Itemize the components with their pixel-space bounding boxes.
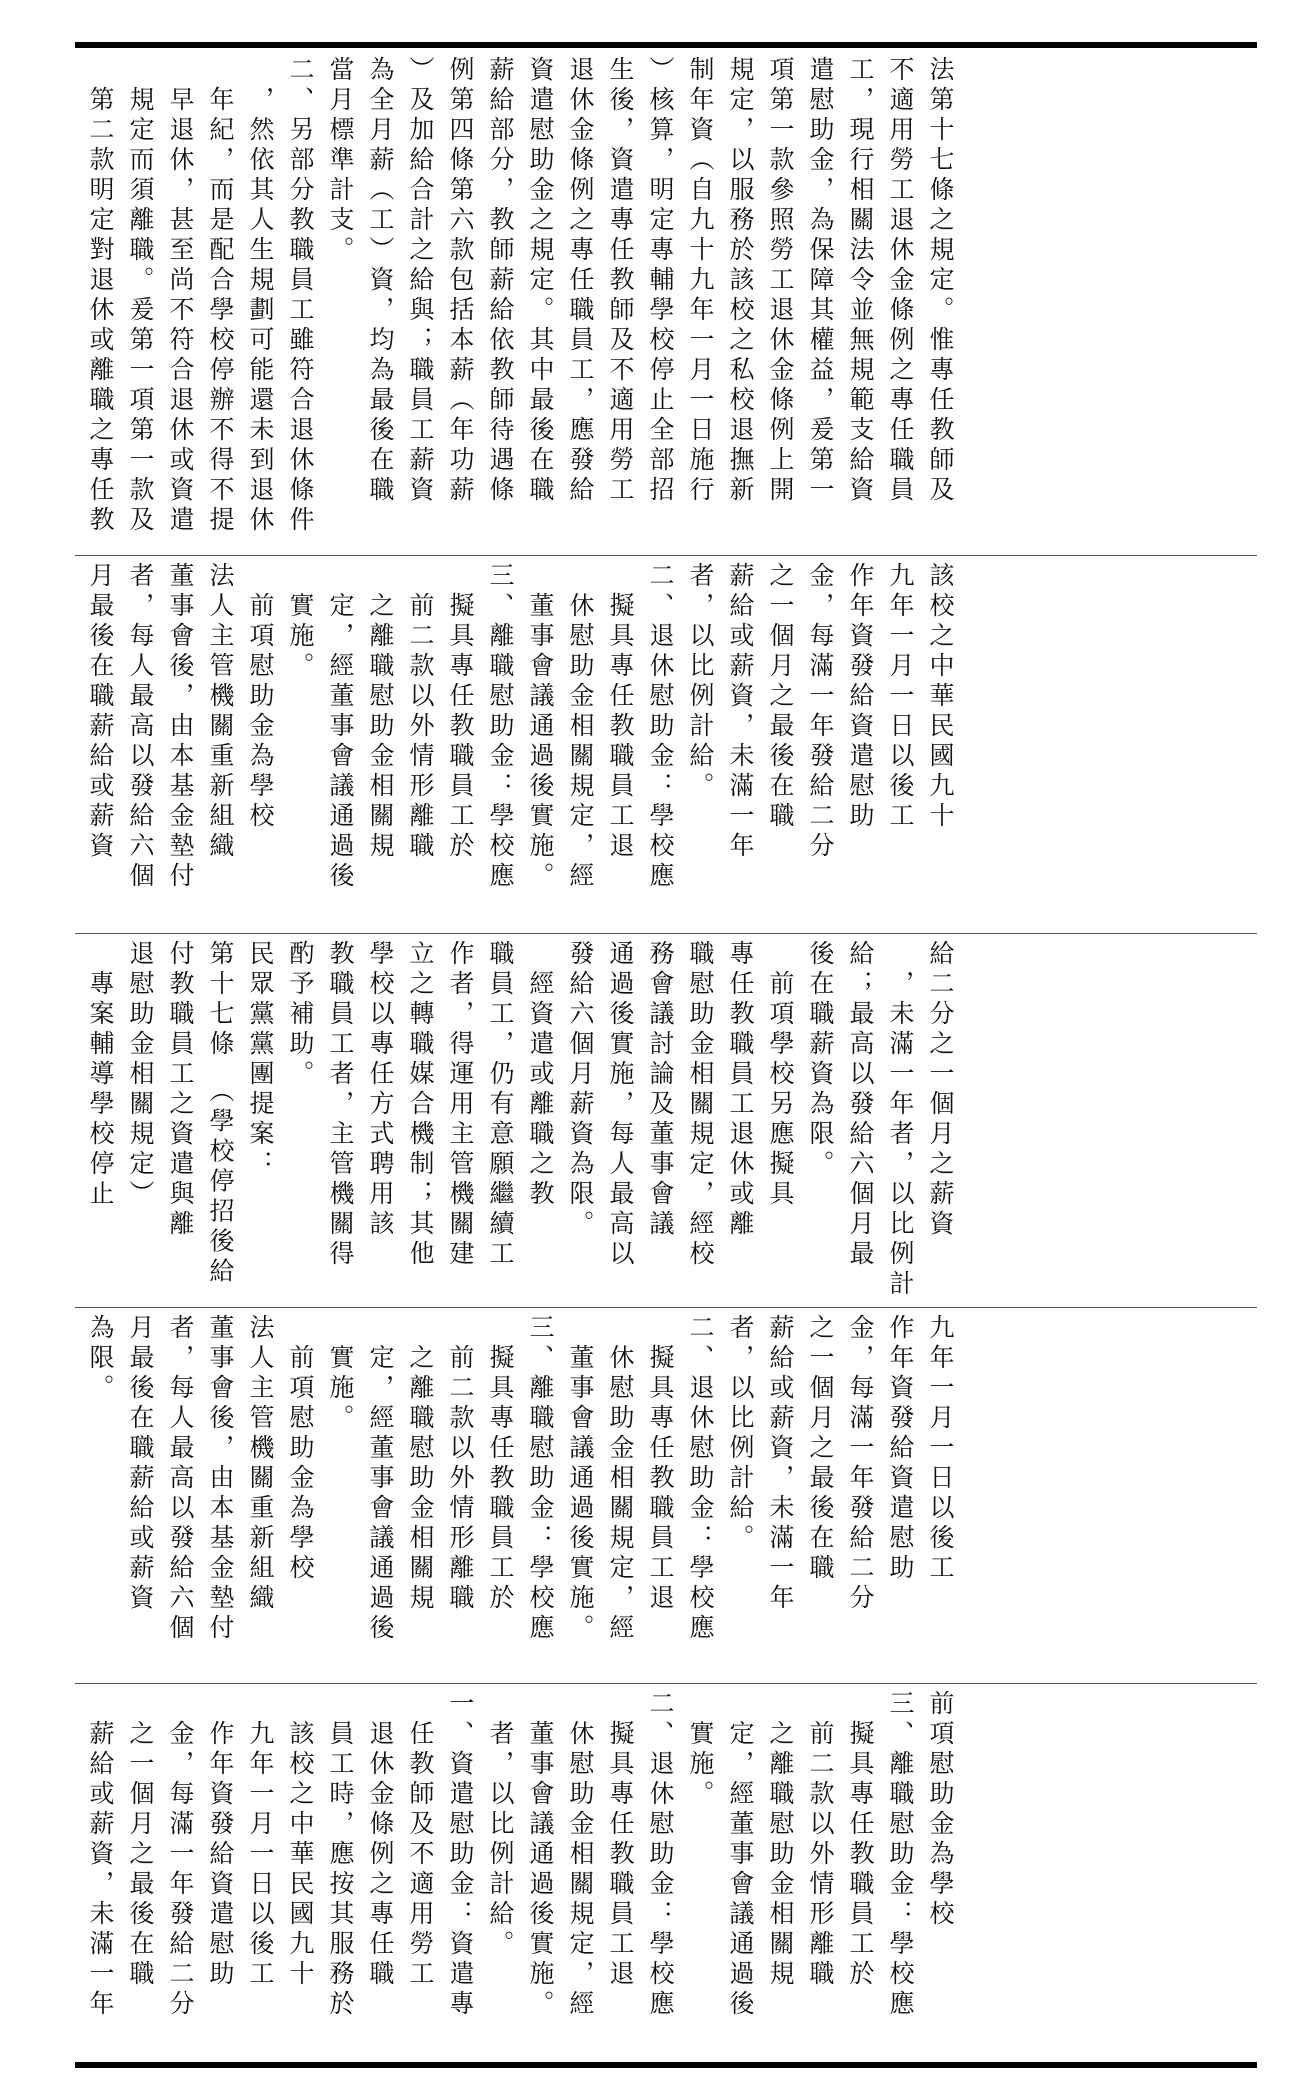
proposal-cell-3 [80, 1314, 1255, 1680]
row-separator [75, 1307, 1257, 1308]
explanation-cell [80, 56, 1255, 551]
row-separator [75, 1683, 1257, 1684]
top-border-rule [75, 42, 1257, 48]
proposal-cell-2 [80, 940, 1255, 1304]
proposal-text-4: 前項慰助金為學校 三、離職慰助金：學校應 擬具專任教職員工於 前二款以外情形離職 之離職慰助金相關規 定，經董事會議通過後 實施。 二、退休慰助金：學校應 擬具專任教職員工退 休慰助金相關規定，經 董事會議通過後實施。 者，以比例計給。 一、資遣慰助金：資遣專 任教師及不適用勞工 退休金條例之專任職 員工時，應按其服務於 該校之中華民國九十 九年一月一日以後工 作年資發給資遣慰助 金，每滿一年發給二分 之一個月之最後在職 薪給或薪資，未滿一年 [86, 1690, 955, 2020]
bottom-border-rule [75, 2062, 1257, 2068]
explanation-text: 法第十七條之規定。惟專任教師及 不適用勞工退休金條例之專任職員 工，現行相關法令並無規範支給資 遣慰助金，為保障其權益，爰第一 項第一款參照勞工退休金條例上開 規定，以服務於該校之私校退撫新 制年資（自九十九年一月一日施行 ）核算，明定專輔學校停止全部招 生後，資遣專任教師及不適用勞工 退休金條例之專任職員工，應發給 資遣慰助金之規定。其中最後在職 薪給部分，教師薪給依教師待遇條 例第四條第六款包括本薪（年功薪 ）及加給合計之給與；職員工薪資 為全月薪（工）資，均為最後在職 當月標準計支。 二、另部分教職員工雖符合退休條件 ，然依其人生規劃可能還未到退休 年紀，而是配合學校停辦不得不提 早退休，甚至尚不符合退休或資遣 規定而須離職。爰第一項第一款及 第二款明定對退休或離職之專任教 [86, 56, 955, 536]
proposal-cell-4 [80, 1690, 1255, 2058]
row-separator [75, 933, 1257, 934]
row-separator [75, 555, 1257, 556]
proposal-cell-1 [80, 562, 1255, 930]
proposal-text-3: 九年一月一日以後工 作年資發給資遣慰助 金，每滿一年發給二分 之一個月之最後在職 薪給或薪資，未滿一年 者，以比例計給。 二、退休慰助金：學校應 擬具專任教職員工退 休慰助金相關規定，經 董事會議通過後實施。 三、離職慰助金：學校應 擬具專任教職員工於 前二款以外情形離職 之離職慰助金相關規 定，經董事會議通過後 實施。 前項慰助金為學校 法人主管機關重新組織 董事會後，由本基金墊付 者，每人最高以發給六個 月最後在職薪給或薪資 為限。 [86, 1314, 955, 1644]
proposal-text-2: 給二分之一個月之薪資 ，未滿一年者，以比例計 給；最高以發給六個月最 後在職薪資為限。 前項學校另應擬具 專任教職員工退休或離 職慰助金相關規定，經校 務會議討論及董事會議 通過後實施，每人最高以 發給六個月薪資為限。 經資遣或離職之教 職員工，仍有意願繼續工 作者，得運用主管機關建 立之轉職媒合機制；其他 學校以專任方式聘用該 教職員工者，主管機關得 酌予補助。 民眾黨黨團提案： 第十七條 （學校停招後給 付教職員工之資遣與離 退慰助金相關規定） 專案輔導學校停止 [86, 940, 955, 1300]
proposal-text-1: 該校之中華民國九十 九年一月一日以後工 作年資發給資遣慰助 金，每滿一年發給二分 之一個月之最後在職 薪給或薪資，未滿一年 者，以比例計給。 二、退休慰助金：學校應 擬具專任教職員工退 休慰助金相關規定，經 董事會議通過後實施。 三、離職慰助金：學校應 擬具專任教職員工於 前二款以外情形離職 之離職慰助金相關規 定，經董事會議通過後 實施。 前項慰助金為學校 法人主管機關重新組織 董事會後，由本基金墊付 者，每人最高以發給六個 月最後在職薪給或薪資 [86, 562, 955, 892]
